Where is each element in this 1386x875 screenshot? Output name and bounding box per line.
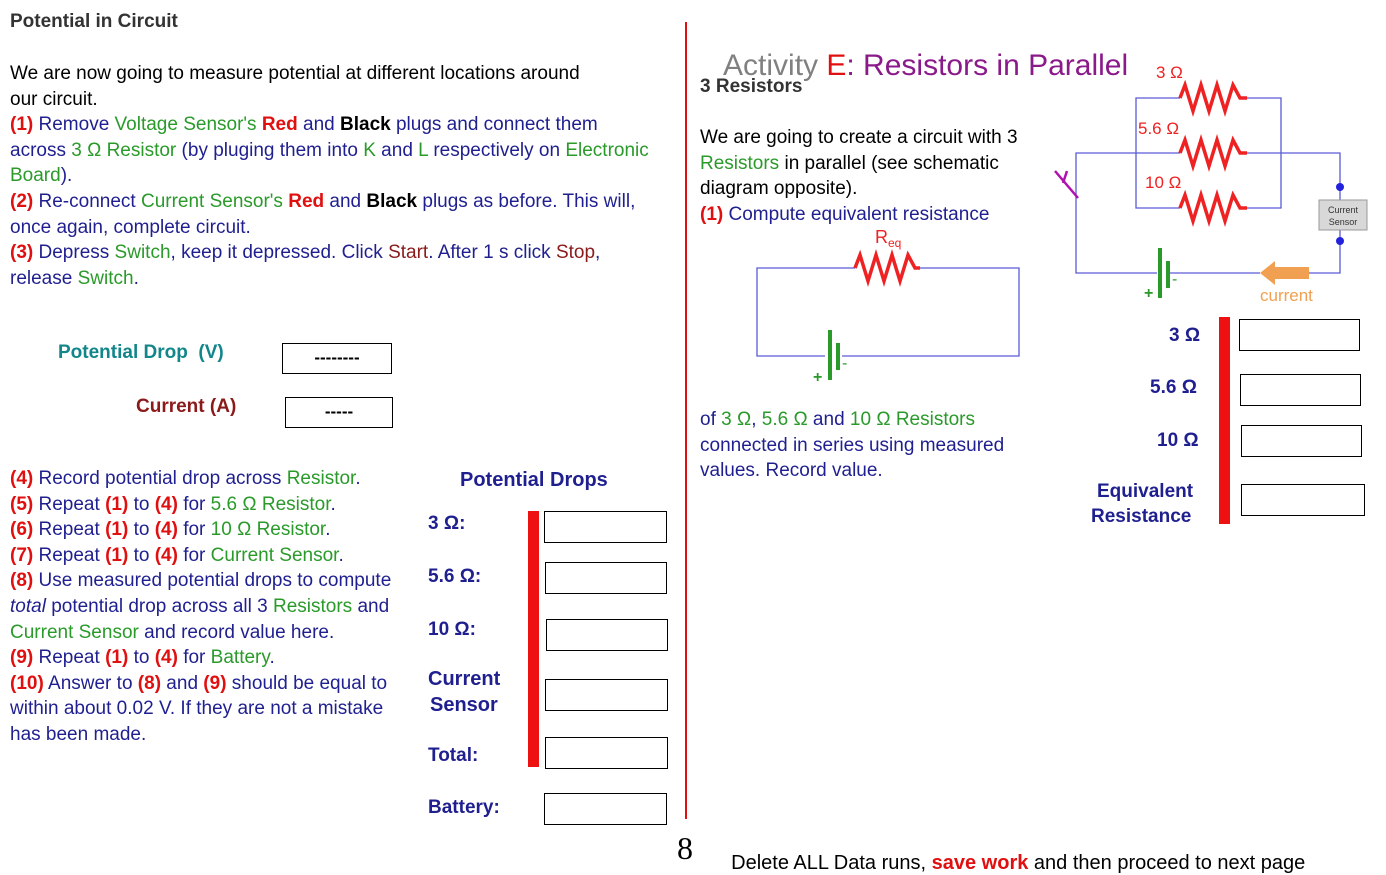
label-10ohm: 10 Ω xyxy=(1145,173,1182,192)
outer-wire xyxy=(1076,153,1157,273)
footer-instruction: Delete ALL Data runs, save work and then proceed to next page xyxy=(731,852,1306,874)
step-2: (2) Re-connect Current Sensor's Red and Black plugs as before. This will, once again, complete circuit. xyxy=(10,190,636,238)
right-intro-text: We are going to create a circuit with 3 Resistors in parallel (see schematic diagram opposite). xyxy=(700,127,1018,200)
right-intro xyxy=(700,125,1040,227)
sensor-terminal-top xyxy=(1336,183,1344,191)
step-8: (8) Use measured potential drops to compute total potential drop across all 3 Resistors and Current Sensor and record value here. xyxy=(10,570,392,643)
column-divider xyxy=(685,22,687,819)
right-step-1: (1) Compute equivalent resistance xyxy=(700,203,990,225)
equivalent-circuit-diagram xyxy=(750,225,1030,390)
left-heading: Potential in Circuit xyxy=(10,11,178,32)
pd-label-sensor: Sensor xyxy=(430,694,498,716)
page-number: 8 xyxy=(677,830,693,866)
req-wire xyxy=(757,268,855,356)
req-plus: + xyxy=(813,369,823,386)
battery-minus: - xyxy=(1172,271,1178,288)
rt-label-3ohm: 3 Ω xyxy=(1169,325,1201,346)
resistor-10ohm xyxy=(1180,195,1247,221)
current-arrow-icon xyxy=(1260,261,1309,285)
pd-label-total: Total: xyxy=(428,745,479,766)
pd-input-battery[interactable] xyxy=(544,793,667,825)
battery-plus: + xyxy=(1144,285,1154,302)
label-3ohm: 3 Ω xyxy=(1156,63,1183,82)
pd-input-total[interactable] xyxy=(545,737,668,769)
potential-drop-label: Potential Drop (V) xyxy=(58,342,224,363)
intro-text: We are now going to measure potential at different locations around our circuit. xyxy=(10,63,580,110)
sensor-label-2: Sensor xyxy=(1328,217,1358,227)
pd-input-5-6ohm[interactable] xyxy=(545,562,667,594)
pd-input-current-sensor[interactable] xyxy=(545,679,668,711)
step-9: (9) Repeat (1) to (4) for Battery. xyxy=(10,647,275,669)
step-3: (3) Depress Switch, keep it depressed. Click Start. After 1 s click Stop, release Switch. xyxy=(10,242,601,289)
rt-input-5-6ohm[interactable] xyxy=(1240,374,1361,406)
pd-label-battery: Battery: xyxy=(428,797,500,818)
pd-label-3ohm: 3 Ω: xyxy=(428,513,466,534)
current-label: Current (A) xyxy=(136,396,237,417)
pd-input-10ohm[interactable] xyxy=(546,619,668,651)
right-series-text: of 3 Ω, 5.6 Ω and 10 Ω Resistors connected in series using measured values. Record value. xyxy=(700,409,1005,482)
step-6: (6) Repeat (1) to (4) for 10 Ω Resistor. xyxy=(10,519,331,541)
sensor-label-1: Current xyxy=(1327,205,1359,215)
rt-input-3ohm[interactable] xyxy=(1239,319,1360,351)
resistor-5-6ohm xyxy=(1180,140,1247,166)
req-resistor xyxy=(855,255,920,281)
pd-input-3ohm[interactable] xyxy=(544,511,667,543)
rt-label-5-6ohm: 5.6 Ω xyxy=(1150,377,1197,398)
resistance-table-bar xyxy=(1219,317,1230,524)
resistor-3ohm xyxy=(1180,85,1247,111)
rt-input-equivalent[interactable] xyxy=(1241,484,1365,516)
left-instructions xyxy=(10,61,655,291)
step-7: (7) Repeat (1) to (4) for Current Sensor. xyxy=(10,544,344,566)
rt-input-10ohm[interactable] xyxy=(1241,425,1362,457)
step-10: (10) Answer to (8) and (9) should be equal to within about 0.02 V. If they are not a mistake has been made. xyxy=(10,672,388,745)
rt-label-equivalent: Equivalent xyxy=(1097,481,1194,502)
steps-4-10 xyxy=(10,466,405,748)
rt-label-resistance: Resistance xyxy=(1091,506,1192,527)
req-label: $R_{eq}$ xyxy=(875,227,902,250)
current-label: current xyxy=(1260,286,1313,305)
potential-drop-display: -------- xyxy=(282,343,392,374)
pd-label-10ohm: 10 Ω: xyxy=(428,619,476,640)
step-5: (5) Repeat (1) to (4) for 5.6 Ω Resistor. xyxy=(10,493,336,515)
potential-drops-bar xyxy=(528,511,539,767)
sensor-terminal-bottom xyxy=(1336,237,1344,245)
step-1: (1) Remove Voltage Sensor's Red and Black plugs and connect them across 3 Ω Resistor (by pluging them into K and L respectively on Electronic Board). xyxy=(10,114,649,187)
label-5-6ohm: 5.6 Ω xyxy=(1138,119,1180,138)
current-display: ----- xyxy=(285,397,393,428)
req-minus: - xyxy=(842,355,848,372)
pd-label-current: Current xyxy=(428,668,501,690)
parallel-circuit-diagram xyxy=(1045,58,1375,308)
pd-label-5-6ohm: 5.6 Ω: xyxy=(428,566,482,587)
step-4: (4) Record potential drop across Resistor. xyxy=(10,468,361,489)
rt-label-10ohm: 10 Ω xyxy=(1157,430,1199,451)
potential-drops-title: Potential Drops xyxy=(460,469,608,491)
subheading-3-resistors: 3 Resistors xyxy=(700,76,803,97)
activity-title: Activity E: Resistors in Parallel xyxy=(723,49,1129,82)
